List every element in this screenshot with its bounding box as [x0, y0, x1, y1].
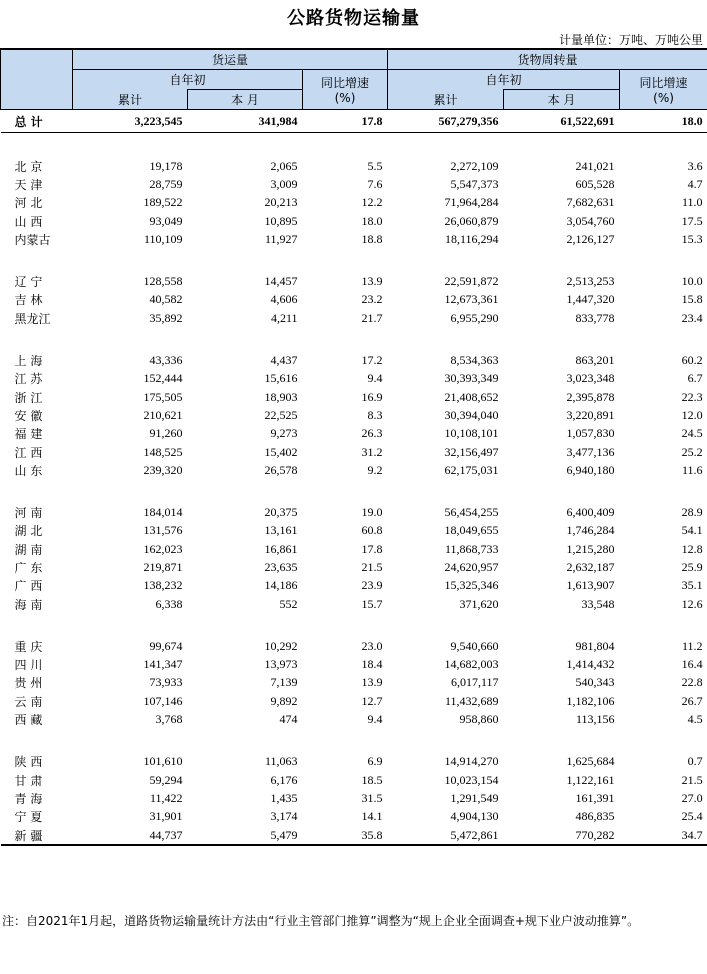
spacer-cell — [1, 613, 707, 637]
cell-v1: 110,109 — [143, 231, 183, 246]
table-row — [1, 425, 707, 443]
cell-v3: 16.9 — [361, 389, 383, 404]
cell-v3: 15.7 — [361, 596, 383, 611]
cell-v6: 23.4 — [681, 310, 703, 325]
cell-v1: 152,444 — [143, 371, 183, 386]
cell-v2: 22,525 — [264, 407, 298, 422]
cell-v3: 60.8 — [361, 523, 383, 538]
cell-v3: 9.4 — [367, 712, 383, 727]
region-name: 海 南 — [14, 597, 43, 612]
cell-v2: 9,892 — [270, 693, 298, 708]
cell-v3: 35.8 — [361, 827, 383, 842]
cell-v4: 5,547,373 — [450, 176, 499, 191]
table-row — [1, 789, 707, 807]
cell-v6: 18.0 — [620, 110, 707, 133]
cell-v4: 958,860 — [459, 712, 499, 727]
cell-v2: 2,065 — [270, 158, 298, 173]
cell-v2: 4,606 — [270, 292, 298, 307]
cell-v3: 8.3 — [367, 407, 383, 422]
cell-v2: 4,211 — [270, 310, 298, 325]
cell-v1: 28,759 — [149, 176, 183, 191]
cell-v5: 1,057,830 — [566, 426, 615, 441]
cell-v2: 11,063 — [264, 754, 298, 769]
cell-v3: 13.9 — [361, 274, 383, 289]
region-name: 甘 肃 — [14, 773, 43, 788]
table-row — [1, 710, 707, 728]
freight-table — [0, 48, 707, 846]
cell-v6: 24.5 — [681, 426, 703, 441]
table-row — [1, 443, 707, 461]
cell-v3: 9.2 — [367, 462, 383, 477]
cell-v2: 9,273 — [270, 426, 298, 441]
cell-v1: 3,768 — [155, 712, 183, 727]
cell-v6: 11.6 — [682, 462, 703, 477]
cell-v6: 25.2 — [681, 444, 703, 459]
spacer-row — [1, 133, 707, 158]
region-name: 福 建 — [14, 427, 43, 442]
spacer-row — [1, 248, 707, 272]
cell-v2: 7,139 — [270, 675, 298, 690]
cell-v2: 1,435 — [270, 790, 298, 805]
cell-v6: 17.5 — [681, 213, 703, 228]
cell-v2: 16,861 — [264, 541, 298, 556]
cell-v5: 61,522,691 — [504, 110, 620, 133]
cell-v3: 6.9 — [367, 754, 383, 769]
table-row — [1, 753, 707, 771]
region-name: 江 西 — [14, 445, 43, 460]
cell-v1: 99,674 — [149, 638, 183, 653]
footnote: 注：自2021年1月起，道路货物运输量统计方法由“行业主管部门推算”调整为“规上企业全面调查+规下业户波动推算”。 — [2, 914, 640, 928]
region-name: 上 海 — [14, 354, 43, 369]
cell-v1: 210,621 — [143, 407, 183, 422]
cell-v4: 4,904,130 — [450, 809, 499, 824]
cell-v4: 371,620 — [459, 596, 499, 611]
spacer-cell — [1, 327, 707, 351]
cell-v5: 3,054,760 — [566, 213, 615, 228]
header-ytd-2: 自年初 — [388, 70, 620, 90]
table-row — [1, 370, 707, 388]
cell-v1: 19,178 — [149, 158, 183, 173]
cell-v3: 18.4 — [361, 657, 383, 672]
table-row — [1, 461, 707, 479]
cell-v2: 23,635 — [264, 559, 298, 574]
cell-v2: 3,009 — [270, 176, 298, 191]
cell-v5: 981,804 — [575, 638, 615, 653]
cell-v4: 2,272,109 — [450, 158, 499, 173]
region-name: 北 京 — [14, 159, 43, 174]
table-row — [1, 388, 707, 406]
cell-v2: 3,174 — [270, 809, 298, 824]
cell-v2: 13,161 — [264, 523, 298, 538]
table-row — [1, 656, 707, 674]
cell-v3: 23.9 — [361, 578, 383, 593]
cell-v6: 34.7 — [681, 827, 703, 842]
cell-v2: 20,213 — [264, 195, 298, 210]
cell-v3: 31.5 — [361, 790, 383, 805]
cell-v2: 13,973 — [264, 657, 298, 672]
table-row — [1, 674, 707, 692]
cell-v4: 24,620,957 — [444, 559, 499, 574]
cell-v3: 17.2 — [361, 353, 383, 368]
table-row — [1, 577, 707, 595]
region-header — [1, 49, 73, 110]
cell-v6: 11.2 — [682, 638, 703, 653]
cell-v4: 62,175,031 — [444, 462, 499, 477]
cell-v1: 44,737 — [149, 827, 183, 842]
header-yoy-2: 同比增速 (%) — [620, 70, 707, 110]
cell-v1: 184,014 — [143, 505, 183, 520]
region-name: 黑龙江 — [14, 311, 51, 326]
cell-v5: 2,126,127 — [566, 231, 615, 246]
header-month-2: 本 月 — [504, 90, 620, 110]
region-name: 贵 州 — [14, 676, 43, 691]
cell-v2: 18,903 — [264, 389, 298, 404]
header-cumulative-1: 累计 — [73, 90, 188, 110]
cell-v6: 15.3 — [681, 231, 703, 246]
cell-v1: 31,901 — [149, 809, 183, 824]
table-row — [1, 522, 707, 540]
spacer-row — [1, 327, 707, 351]
cell-v5: 2,513,253 — [566, 274, 615, 289]
cell-v3: 14.1 — [361, 809, 383, 824]
cell-v5: 770,282 — [575, 827, 615, 842]
cell-v3: 5.5 — [367, 158, 383, 173]
cell-v5: 241,021 — [575, 158, 615, 173]
cell-v2: 10,292 — [264, 638, 298, 653]
cell-v2: 10,895 — [264, 213, 298, 228]
region-name: 重 庆 — [14, 639, 43, 654]
cell-v5: 1,447,320 — [566, 292, 615, 307]
cell-v6: 15.8 — [681, 292, 703, 307]
cell-v3: 13.9 — [361, 675, 383, 690]
cell-v5: 113,156 — [575, 712, 615, 727]
unit-label: 计量单位：万吨、万吨公里 — [558, 33, 703, 47]
cell-v4: 6,955,290 — [450, 310, 499, 325]
cell-v2: 15,616 — [264, 371, 298, 386]
cell-v2: 15,402 — [264, 444, 298, 459]
table-row — [1, 503, 707, 521]
cell-v5: 833,778 — [575, 310, 615, 325]
cell-v3: 23.2 — [361, 292, 383, 307]
table-row — [1, 291, 707, 309]
cell-v5: 1,215,280 — [566, 541, 615, 556]
cell-v5: 7,682,631 — [566, 195, 615, 210]
cell-v1: 162,023 — [143, 541, 183, 556]
cell-v1: 11,422 — [149, 790, 183, 805]
cell-v5: 6,940,180 — [566, 462, 615, 477]
region-name: 山 东 — [14, 463, 43, 478]
cell-v4: 22,591,872 — [444, 274, 499, 289]
cell-v1: 141,347 — [143, 657, 183, 672]
cell-v1: 59,294 — [149, 772, 183, 787]
table-body — [1, 110, 707, 846]
cell-v5: 1,122,161 — [566, 772, 615, 787]
table-row — [1, 175, 707, 193]
cell-v1: 35,892 — [149, 310, 183, 325]
cell-v1: 131,576 — [143, 523, 183, 538]
cell-v1: 6,338 — [155, 596, 183, 611]
cell-v4: 567,279,356 — [388, 110, 504, 133]
cell-v1: 219,871 — [143, 559, 183, 574]
cell-v3: 21.7 — [361, 310, 383, 325]
table-row — [1, 212, 707, 230]
region-name: 辽 宁 — [14, 275, 43, 290]
cell-v6: 22.3 — [681, 389, 703, 404]
table-row — [1, 808, 707, 826]
spacer-cell — [1, 479, 707, 503]
cell-v2: 4,437 — [270, 353, 298, 368]
spacer-row — [1, 613, 707, 637]
cell-v1: 43,336 — [149, 353, 183, 368]
cell-v2: 14,186 — [264, 578, 298, 593]
cell-v2: 552 — [279, 596, 298, 611]
header-turnover: 货物周转量 — [388, 49, 707, 70]
cell-v6: 3.6 — [687, 158, 703, 173]
page-title: 公路货物运输量 — [287, 8, 420, 29]
spacer-cell — [1, 248, 707, 272]
cell-v1: 3,223,545 — [73, 110, 188, 133]
cell-v6: 54.1 — [681, 523, 703, 538]
region-name: 吉 林 — [14, 293, 43, 308]
cell-v4: 30,394,040 — [444, 407, 499, 422]
cell-v3: 18.5 — [361, 772, 383, 787]
table-row — [1, 406, 707, 424]
cell-v6: 28.9 — [681, 505, 703, 520]
cell-v1: 107,146 — [143, 693, 183, 708]
cell-v1: 189,522 — [143, 195, 183, 210]
cell-v6: 11.0 — [682, 195, 703, 210]
cell-v4: 21,408,652 — [444, 389, 499, 404]
cell-v3: 21.5 — [361, 559, 383, 574]
cell-v2: 341,984 — [188, 110, 303, 133]
cell-v6: 0.7 — [687, 754, 703, 769]
cell-v1: 91,260 — [149, 426, 183, 441]
cell-v4: 10,108,101 — [444, 426, 499, 441]
spacer-cell — [1, 729, 707, 753]
cell-v5: 486,835 — [575, 809, 615, 824]
cell-v4: 30,393,349 — [444, 371, 499, 386]
cell-v2: 20,375 — [264, 505, 298, 520]
region-name: 河 北 — [14, 196, 43, 211]
cell-v4: 18,116,294 — [444, 231, 499, 246]
cell-v6: 12.8 — [681, 541, 703, 556]
cell-v4: 26,060,879 — [444, 213, 499, 228]
cell-v6: 21.5 — [681, 772, 703, 787]
cell-v3: 19.0 — [361, 505, 383, 520]
table-row — [1, 230, 707, 248]
region-name: 云 南 — [14, 694, 43, 709]
region-name: 宁 夏 — [14, 810, 43, 825]
region-name: 江 苏 — [14, 372, 43, 387]
region-name: 新 疆 — [14, 828, 43, 843]
cell-v6: 35.1 — [681, 578, 703, 593]
cell-v4: 5,472,861 — [450, 827, 499, 842]
cell-v5: 2,395,878 — [566, 389, 615, 404]
cell-v5: 2,632,187 — [566, 559, 615, 574]
table-row — [1, 309, 707, 327]
cell-v2: 11,927 — [264, 231, 298, 246]
cell-v3: 18.8 — [361, 231, 383, 246]
cell-v4: 6,017,117 — [450, 675, 499, 690]
cell-v6: 26.7 — [681, 693, 703, 708]
cell-v5: 33,548 — [581, 596, 615, 611]
cell-v2: 14,457 — [264, 274, 298, 289]
region-name: 四 川 — [14, 658, 43, 673]
cell-v6: 10.0 — [681, 274, 703, 289]
spacer-cell — [1, 133, 707, 158]
cell-v3: 12.7 — [361, 693, 383, 708]
header-ytd-1: 自年初 — [73, 70, 303, 90]
region-name: 安 徽 — [14, 408, 43, 423]
region-name: 西 藏 — [14, 713, 43, 728]
cell-v3: 26.3 — [361, 426, 383, 441]
cell-v6: 27.0 — [681, 790, 703, 805]
cell-v4: 9,540,660 — [450, 638, 499, 653]
table-row — [1, 157, 707, 175]
cell-v1: 93,049 — [149, 213, 183, 228]
cell-v3: 9.4 — [367, 371, 383, 386]
cell-v1: 73,933 — [149, 675, 183, 690]
cell-v5: 161,391 — [575, 790, 615, 805]
cell-v3: 12.2 — [361, 195, 383, 210]
cell-v2: 6,176 — [270, 772, 298, 787]
cell-v6: 16.4 — [681, 657, 703, 672]
cell-v4: 12,673,361 — [444, 292, 499, 307]
region-name: 天 津 — [14, 177, 43, 192]
cell-v6: 4.5 — [687, 712, 703, 727]
table-row — [1, 558, 707, 576]
region-name: 山 西 — [14, 214, 43, 229]
cell-v3: 17.8 — [303, 110, 388, 133]
cell-v4: 18,049,655 — [444, 523, 499, 538]
region-name: 青 海 — [14, 791, 43, 806]
cell-v1: 101,610 — [143, 754, 183, 769]
cell-v5: 1,182,106 — [566, 693, 615, 708]
cell-v3: 17.8 — [361, 541, 383, 556]
table-row — [1, 351, 707, 369]
cell-v5: 1,613,907 — [566, 578, 615, 593]
cell-v2: 5,479 — [270, 827, 298, 842]
region-name: 湖 北 — [14, 524, 43, 539]
cell-v6: 22.8 — [681, 675, 703, 690]
region-name: 浙 江 — [14, 390, 43, 405]
cell-v6: 60.2 — [681, 353, 703, 368]
region-name: 内蒙古 — [14, 232, 51, 247]
header-cumulative-2: 累计 — [388, 90, 504, 110]
cell-v5: 863,201 — [575, 353, 615, 368]
table-row — [1, 826, 707, 845]
spacer-row — [1, 729, 707, 753]
cell-v5: 1,414,432 — [566, 657, 615, 672]
cell-v6: 4.7 — [687, 176, 703, 191]
table-row — [1, 771, 707, 789]
cell-v3: 23.0 — [361, 638, 383, 653]
cell-v1: 40,582 — [149, 292, 183, 307]
cell-v3: 31.2 — [361, 444, 383, 459]
cell-v3: 18.0 — [361, 213, 383, 228]
header-yoy-1: 同比增速 (%) — [303, 70, 388, 110]
cell-v4: 11,432,689 — [444, 693, 499, 708]
header-freight-volume: 货运量 — [73, 49, 388, 70]
table-row — [1, 194, 707, 212]
cell-v4: 14,914,270 — [444, 754, 499, 769]
cell-v5: 1,746,284 — [566, 523, 615, 538]
cell-v6: 12.0 — [681, 407, 703, 422]
region-name: 湖 南 — [14, 542, 43, 557]
cell-v5: 540,343 — [575, 675, 615, 690]
table-row — [1, 637, 707, 655]
cell-v4: 32,156,497 — [444, 444, 499, 459]
cell-v5: 6,400,409 — [566, 505, 615, 520]
cell-v4: 14,682,003 — [444, 657, 499, 672]
region-name: 广 西 — [14, 579, 43, 594]
cell-v1: 148,525 — [143, 444, 183, 459]
cell-v5: 3,477,136 — [566, 444, 615, 459]
cell-v6: 12.6 — [681, 596, 703, 611]
cell-v5: 3,220,891 — [566, 407, 615, 422]
spacer-row — [1, 479, 707, 503]
cell-v5: 605,528 — [575, 176, 615, 191]
cell-v6: 25.9 — [681, 559, 703, 574]
table-row — [1, 692, 707, 710]
header-month-1: 本 月 — [188, 90, 303, 110]
cell-v4: 1,291,549 — [450, 790, 499, 805]
total-row — [1, 110, 707, 133]
region-name: 陕 西 — [14, 755, 43, 770]
table-row — [1, 540, 707, 558]
region-name: 总 计 — [1, 110, 73, 133]
cell-v1: 128,558 — [143, 274, 183, 289]
cell-v4: 56,454,255 — [444, 505, 499, 520]
cell-v5: 3,023,348 — [566, 371, 615, 386]
cell-v4: 15,325,346 — [444, 578, 499, 593]
table-row — [1, 272, 707, 290]
cell-v1: 138,232 — [143, 578, 183, 593]
cell-v4: 8,534,363 — [450, 353, 499, 368]
cell-v4: 11,868,733 — [444, 541, 499, 556]
cell-v6: 25.4 — [681, 809, 703, 824]
cell-v6: 6.7 — [687, 371, 703, 386]
cell-v4: 71,964,284 — [444, 195, 499, 210]
cell-v5: 1,625,684 — [566, 754, 615, 769]
cell-v1: 239,320 — [143, 462, 183, 477]
cell-v2: 26,578 — [264, 462, 298, 477]
cell-v1: 175,505 — [143, 389, 183, 404]
cell-v3: 7.6 — [367, 176, 383, 191]
region-name: 广 东 — [14, 560, 43, 575]
table-row — [1, 595, 707, 613]
region-name: 河 南 — [14, 506, 43, 521]
cell-v4: 10,023,154 — [444, 772, 499, 787]
cell-v2: 474 — [279, 712, 298, 727]
